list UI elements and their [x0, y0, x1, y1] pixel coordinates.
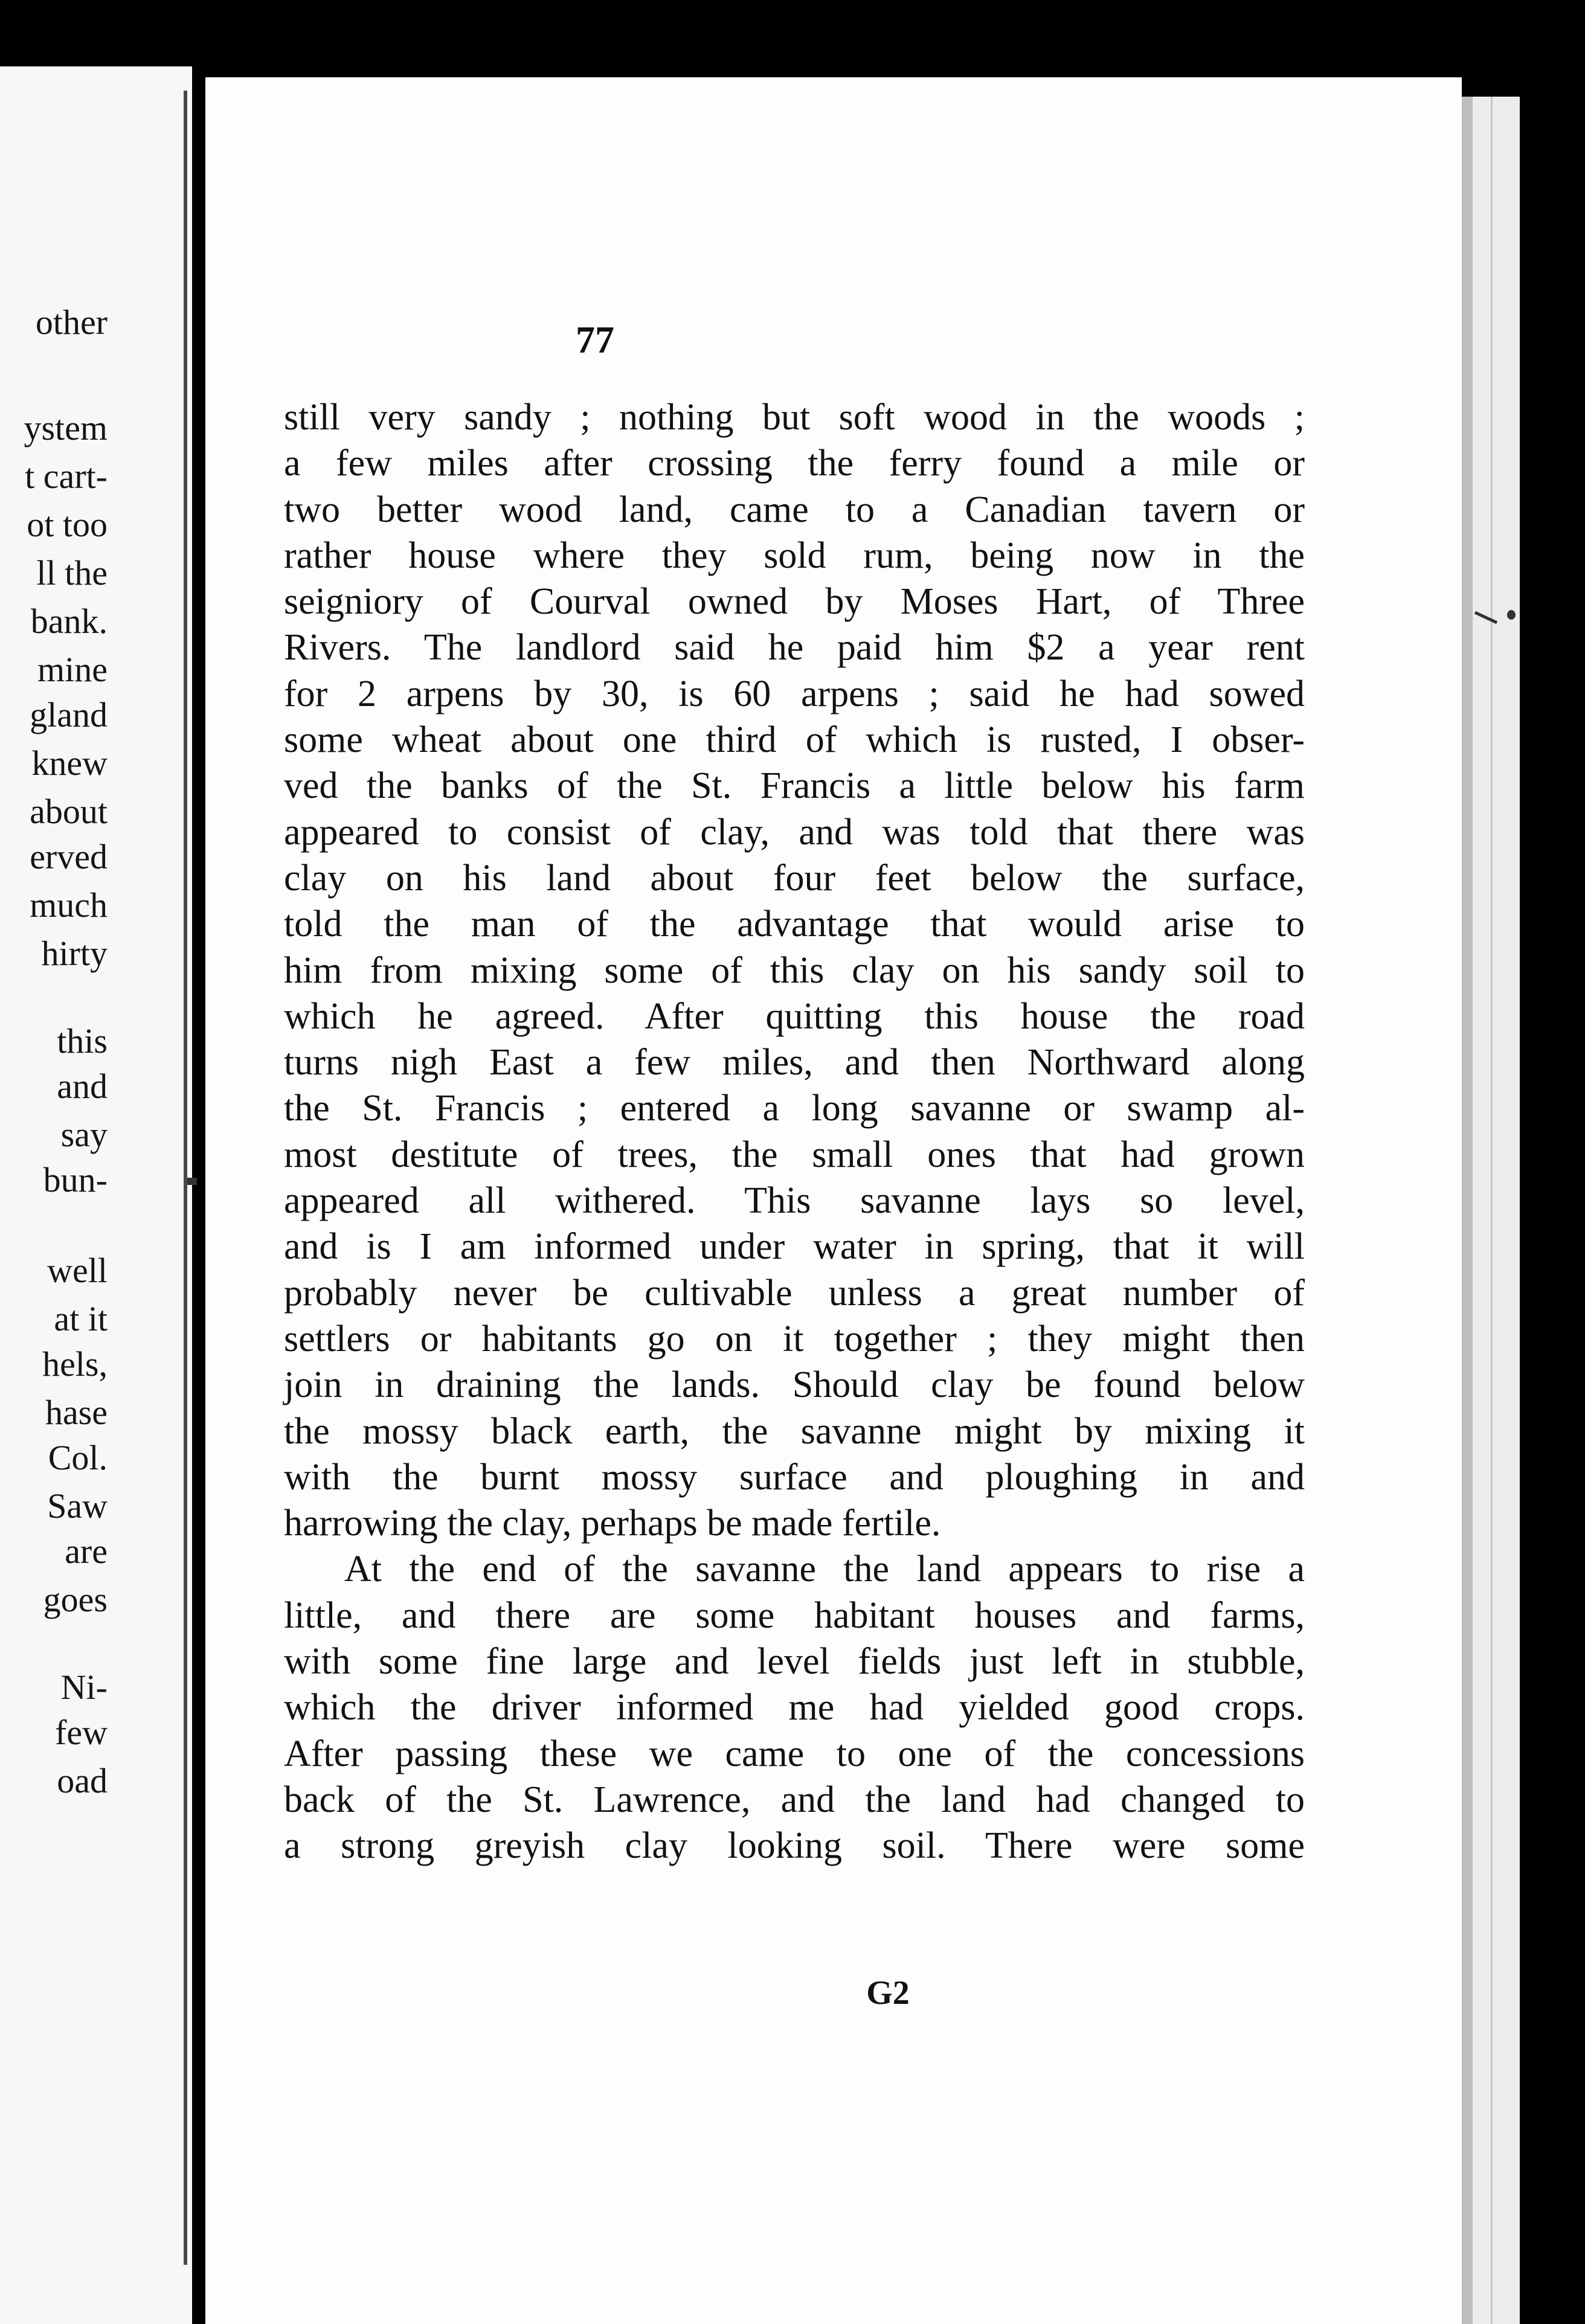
text-line: After passing these we came to one of the concessions	[284, 1733, 1305, 1774]
scan-mark	[187, 1178, 197, 1185]
previous-page-line: about	[30, 792, 108, 831]
previous-page-line: t cart-	[25, 457, 108, 496]
text-line: two better wood land, came to a Canadian tavern or	[284, 489, 1305, 530]
previous-page-line: oad	[57, 1761, 108, 1800]
previous-page-line: knew	[31, 743, 108, 783]
text-line: back of the St. Lawrence, and the land had changed to	[284, 1779, 1305, 1820]
previous-page-line: mine	[37, 650, 108, 689]
text-line: settlers or habitants go on it together ; they might then	[284, 1318, 1305, 1359]
text-line: Rivers. The landlord said he paid him $2 a year rent	[284, 627, 1305, 669]
previous-page-line: hirty	[41, 934, 108, 973]
text-line: a few miles after crossing the ferry found a mile or	[284, 443, 1305, 484]
previous-page-line: Col.	[48, 1438, 108, 1477]
previous-page-line: hels,	[42, 1344, 108, 1384]
previous-page-line: erved	[30, 837, 108, 876]
text-line: appeared to consist of clay, and was told that there was	[284, 811, 1305, 853]
text-line: rather house where they sold rum, being now in the	[284, 534, 1305, 576]
page-edge	[1462, 97, 1520, 2324]
text-line: a strong greyish clay looking soil. There were some	[284, 1825, 1305, 1867]
previous-page-line: Saw	[47, 1486, 108, 1526]
previous-page-line: much	[30, 885, 108, 925]
previous-page-line: this	[57, 1021, 108, 1061]
previous-page-line: are	[65, 1532, 108, 1571]
previous-page-line: well	[47, 1251, 108, 1290]
scan-mark	[1507, 610, 1516, 620]
previous-page-line: and	[57, 1067, 108, 1106]
text-line: him from mixing some of this clay on his sandy soil to	[284, 949, 1305, 991]
book-page	[205, 77, 1462, 2324]
text-line: seigniory of Courval owned by Moses Hart, of Three	[284, 581, 1305, 623]
previous-page-line: say	[60, 1115, 108, 1154]
text-line: probably never be cultivable unless a great number of	[284, 1272, 1305, 1314]
previous-page-line: few	[55, 1713, 108, 1752]
text-line: appeared all withered. This savanne lays so level,	[284, 1180, 1305, 1222]
previous-page-line: bank.	[30, 602, 108, 641]
previous-page-line: gland	[30, 695, 108, 734]
text-line: told the man of the advantage that would arise to	[284, 904, 1305, 945]
previous-page-line: Ni-	[60, 1668, 108, 1707]
previous-page-line: ystem	[24, 408, 108, 448]
previous-page-fragment	[0, 66, 192, 2324]
text-line: clay on his land about four feet below the surface,	[284, 857, 1305, 899]
previous-page-line: at it	[54, 1299, 108, 1338]
text-line: turns nigh East a few miles, and then Northward along	[284, 1042, 1305, 1083]
page-gap	[192, 0, 205, 2324]
text-line: still very sandy ; nothing but soft wood in the woods ;	[284, 397, 1305, 438]
text-line: with the burnt mossy surface and ploughing in and	[284, 1456, 1305, 1498]
text-line: the mossy black earth, the savanne might by mixing it	[284, 1410, 1305, 1452]
previous-page-line: ot too	[27, 505, 108, 544]
text-line: join in draining the lands. Should clay be found below	[284, 1364, 1305, 1406]
previous-page-line: hase	[45, 1393, 108, 1432]
page-number: 77	[576, 318, 614, 361]
page-body-text	[284, 394, 1305, 1869]
text-line: and is I am informed under water in spring, that it will	[284, 1226, 1305, 1268]
text-line: most destitute of trees, the small ones that had grown	[284, 1134, 1305, 1175]
previous-page-line: ll the	[36, 553, 108, 592]
text-line: with some fine large and level fields just left in stubble,	[284, 1641, 1305, 1683]
previous-page-line: bun-	[43, 1160, 108, 1199]
text-line: which he agreed. After quitting this house the road	[284, 995, 1305, 1037]
text-line: for 2 arpens by 30, is 60 arpens ; said he had sowed	[284, 673, 1305, 714]
text-line: which the driver informed me had yielded good crops.	[284, 1687, 1305, 1729]
previous-page-line: goes	[43, 1580, 108, 1619]
text-line: the St. Francis ; entered a long savanne or swamp al-	[284, 1088, 1305, 1129]
text-line: ved the banks of the St. Francis a little below his farm	[284, 765, 1305, 807]
text-line: some wheat about one third of which is rusted, I obser-	[284, 719, 1305, 761]
text-line: little, and there are some habitant houses and farms,	[284, 1594, 1305, 1636]
signature-mark: G2	[866, 1974, 910, 2012]
previous-page-line: other	[35, 303, 108, 342]
text-line: harrowing the clay, perhaps be made fertile.	[284, 1503, 941, 1544]
text-line: At the end of the savanne the land appears to rise a	[344, 1549, 1305, 1590]
